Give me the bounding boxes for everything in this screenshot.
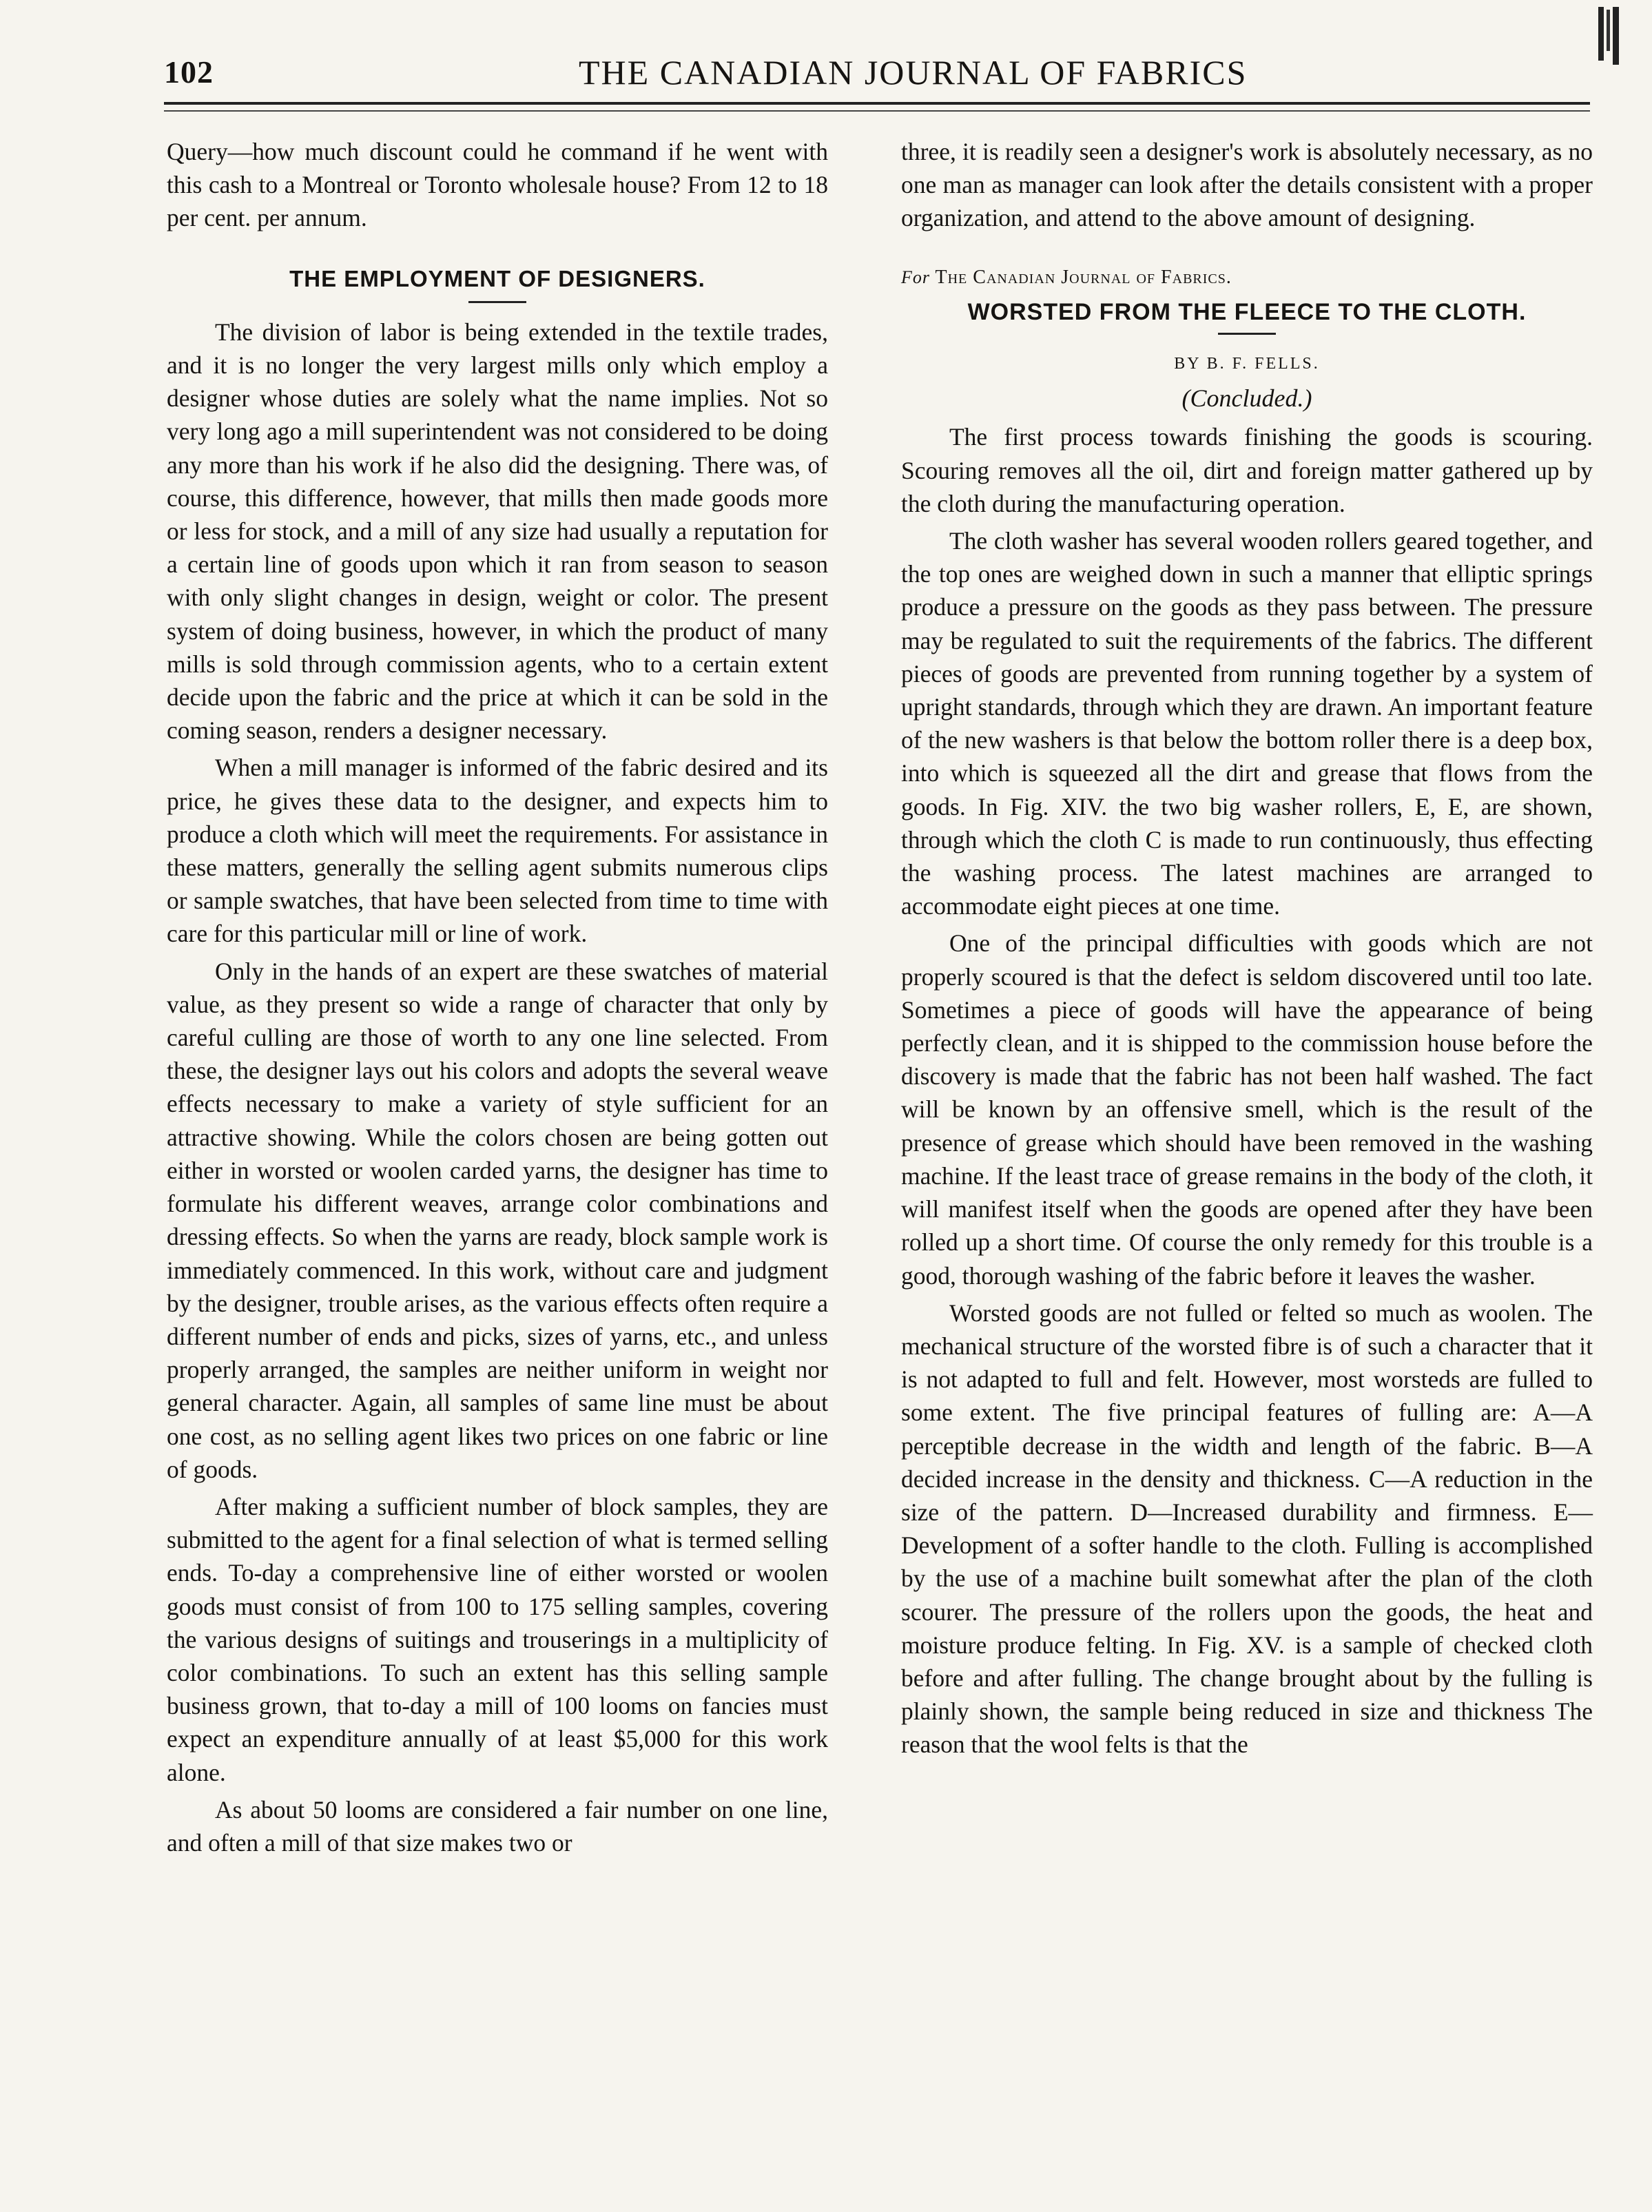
article-heading-designers: THE EMPLOYMENT OF DESIGNERS.	[289, 265, 705, 291]
left-paragraph: As about 50 looms are considered a fair number on one line, and often a mill of that size makes two or	[167, 1795, 828, 1857]
heading-rule	[1218, 333, 1276, 335]
heading-rule	[468, 301, 526, 303]
page-number: 102	[164, 54, 214, 90]
left-paragraph: The division of labor is being extended in the textile trades, and it is no longer the very largest mills only which employ a designer whose duties are solely what the name implies. Not so very long ago a mill superintendent was not considered to be doing any more than his work if he also did the designing. There was, of course, this difference, however, that mills then made goods more or less for stock, and a mill of any size had usually a reputation for a certain line of goods upon which it ran from season to season with only slight changes in design, weight or color. The present system of doing business, however, in which the product of many mills is sold through commission agents, who to a certain extent decide upon the fabric and the price at which it can be sold in the coming season, renders a designer necessary.	[167, 318, 828, 745]
author-byline: BY B. F. FELLS.	[1174, 355, 1320, 373]
right-column	[901, 135, 1593, 1761]
left-paragraph: After making a sufficient number of block samples, they are submitted to the agent for a final selection of what is termed selling ends. To-day a comprehensive line of either worsted or woolen goods must consist of from 100 to 175 selling samples, covering the various designs of suitings and trouserings in a multiplicity of color combinations. To such an extent has this selling sample business grown, that to-day a mill of 100 looms on fancies must expect an expenditure annually of at least $5,000 for this work alone.	[167, 1492, 828, 1786]
left-paragraph: Only in the hands of an expert are these swatches of material value, as they present so wide a range of character that only by careful culling are those of worth to any one line selected. From these, the designer lays out his colors and adopts the several weave effects necessary to make a variety of style sufficient for an attractive showing. While the colors chosen are being gotten out either in worsted or woolen carded yarns, the designer has time to formulate his different weaves, arrange color combinations and dressing effects. So when the yarns are ready, block sample work is immediately commenced. In this work, without care and judgment by the designer, trouble arises, as the various effects often require a different number of ends and picks, sizes of yarns, etc., and unless properly arranged, the samples are neither uniform in weight nor general character. Again, all samples of same line must be about one cost, as no selling agent likes two prices on one fabric or line of goods.	[167, 957, 828, 1483]
header-rule-thin	[164, 110, 1590, 112]
left-intro-paragraph: Query—how much discount could he command if he went with this cash to a Montreal or Toronto wholesale house? From 12 to 18 per cent. per annum.	[167, 138, 828, 232]
right-continuation-paragraph: three, it is readily seen a designer's work is absolutely necessary, as no one man as manager can look after the details consistent with a proper organization, and attend to the above amount of designing.	[901, 138, 1593, 232]
left-paragraph: When a mill manager is informed of the fabric desired and its price, he gives these data to the designer, and expects him to produce a cloth which will meet the requirements. For assistance in these matters, generally the selling agent submits numerous clips or sample swatches, that have been selected from time to time with care for this particular mill or line of work.	[167, 754, 828, 948]
publication-credit-name: The Canadian Journal of Fabrics.	[935, 266, 1232, 288]
binding-mark-icon	[1596, 6, 1622, 68]
article-heading-worsted: WORSTED FROM THE FLEECE TO THE CLOTH.	[967, 298, 1527, 325]
right-paragraph: Worsted goods are not fulled or felted so much as woolen. The mechanical structure of the worsted fibre is of such a character that it is not adapted to full and felt. However, most worsteds are fulled to some extent. The five principal features of fulling are: A—A perceptible decrease in the width and length of the fabric. B—A decided increase in the density and thickness. C—A reduction in the size of the pattern. D—Increased durability and firmness. E—Development of a softer handle to the cloth. Fulling is accomplished by the use of a machine built somewhat after the plan of the cloth scourer. The pressure of the rollers upon the goods, the heat and moisture produce felting. In Fig. XV. is a sample of checked cloth before and after fulling. The change brought about by the fulling is plainly shown, the sample being reduced in size and thickness The reason that the wool felts is that the	[901, 1299, 1593, 1759]
header-rule	[164, 102, 1590, 105]
right-paragraph: The cloth washer has several wooden rollers geared together, and the top ones are weighed down in such a manner that elliptic springs produce a pressure on the goods as they pass between. The pressure may be regulated to suit the requirements of the fabrics. The different pieces of goods are prevented from running together by a system of upright standards, through which they are drawn. An important feature of the new washers is that below the bottom roller there is a deep box, into which is squeezed all the dirt and grease that flows from the goods. In Fig. XIV. the two big washer rollers, E, E, are shown, through which the cloth C is made to run continuously, thus effecting the washing process. The latest machines are arranged to accommodate eight pieces at one time.	[901, 527, 1593, 920]
concluded-note: (Concluded.)	[1181, 384, 1312, 413]
publication-credit	[901, 261, 1593, 294]
right-paragraph: The first process towards finishing the goods is scouring. Scouring removes all the oil, dirt and foreign matter gathered up by the cloth during the manufacturing operation.	[901, 423, 1593, 517]
right-paragraph: One of the principal difficulties with goods which are not properly scoured is that the defect is seldom discovered until too late. Sometimes a piece of goods will have the appearance of being perfectly clean, and it is shipped to the commission house before the discovery is made that the fabric has not been half washed. The fact will be known by an offensive smell, which is the result of the presence of grease which should have been removed in the washing machine. If the least trace of grease remains in the body of the cloth, it will manifest itself when the goods are opened after they have been rolled up a short time. Of course the only remedy for this trouble is a good, thorough washing of the fabric before it leaves the washer.	[901, 929, 1593, 1290]
left-column	[167, 135, 828, 1859]
journal-title: THE CANADIAN JOURNAL OF FABRICS	[579, 53, 1248, 92]
publication-credit-prefix: For	[901, 267, 930, 287]
